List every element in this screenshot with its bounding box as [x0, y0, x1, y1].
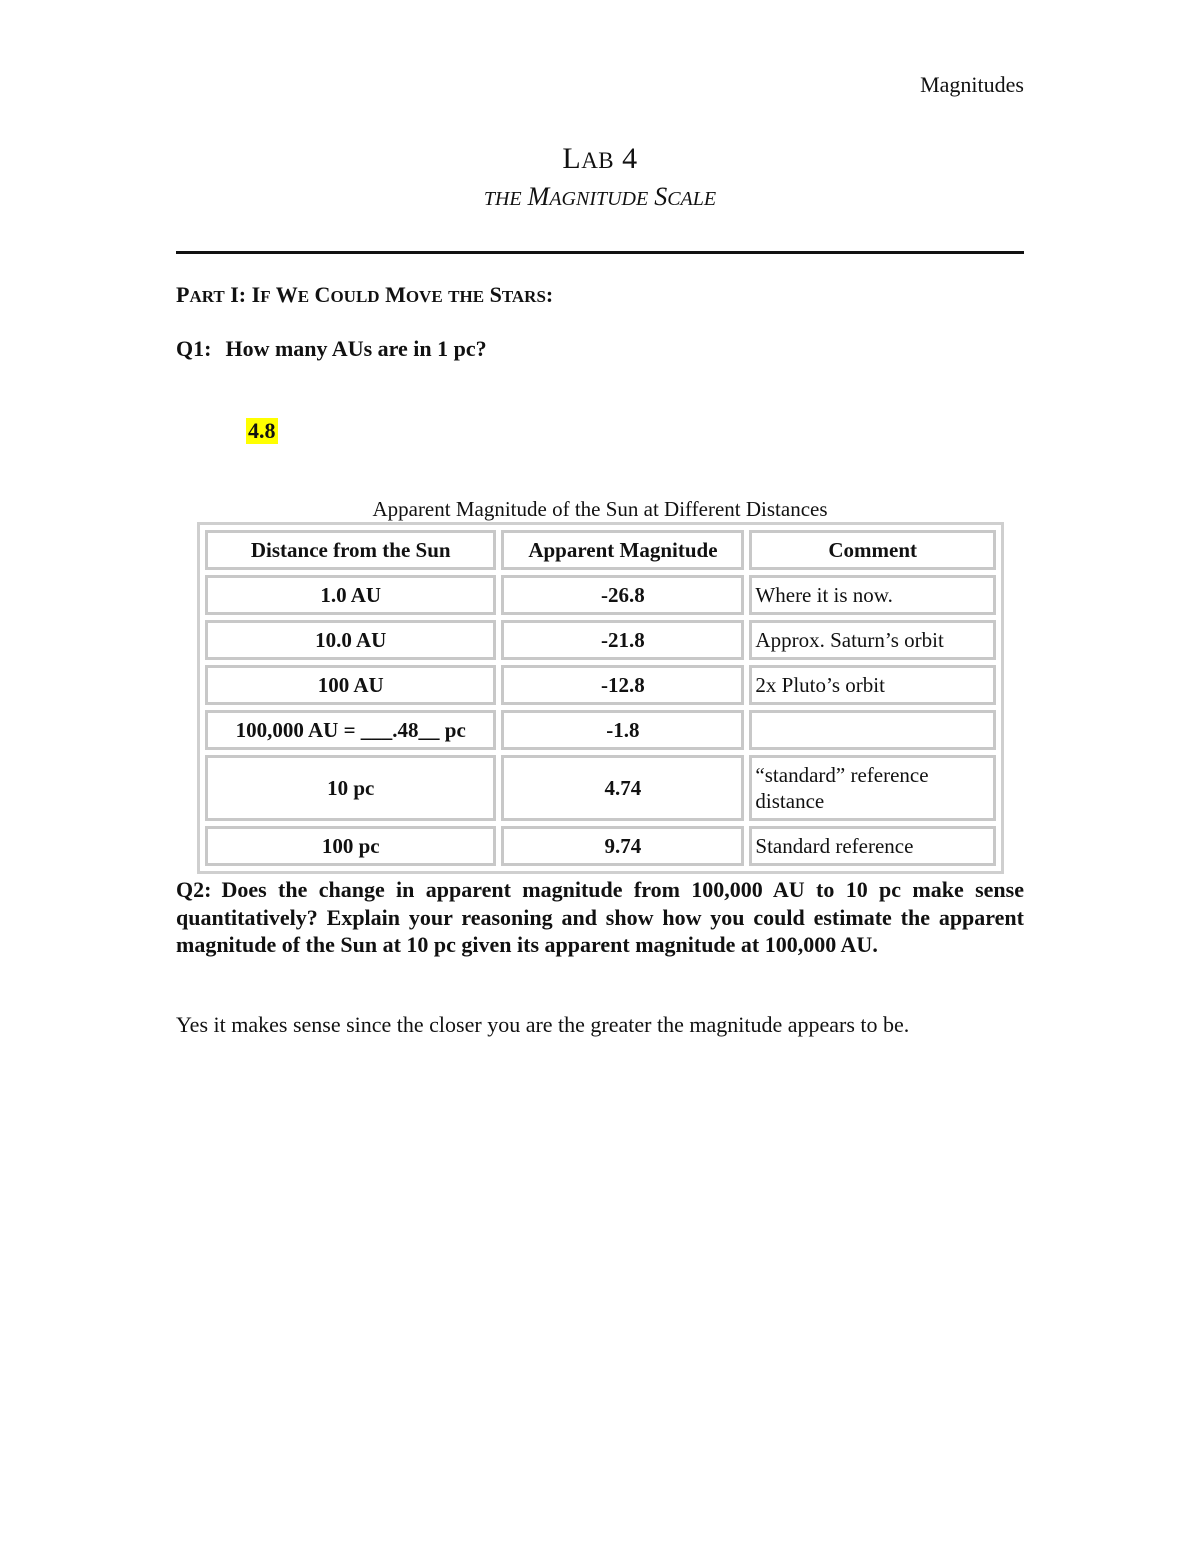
lab-title: [0, 142, 1200, 176]
lab-subtitle: [0, 182, 1200, 212]
question-1-text: How many AUs are in 1 pc?: [225, 336, 487, 361]
question-1-label: Q1:: [176, 336, 212, 361]
cell-comment: [749, 710, 996, 750]
cell-distance: 10.0 AU: [205, 620, 496, 660]
cell-distance: 10 pc: [205, 755, 496, 821]
move-ove: OVE: [405, 287, 443, 306]
table-row: [205, 710, 996, 750]
subtitle-cale: CALE: [667, 188, 717, 210]
cell-comment: Standard reference: [749, 826, 996, 866]
part-i: I:: [230, 282, 247, 307]
table-row: [205, 665, 996, 705]
table-header-row: [205, 530, 996, 570]
move-m: M: [385, 282, 406, 307]
question-2-text: Does the change in apparent magnitude from 100,000 AU to 10 pc make sense quantitatively? Explain your reasoning and show how you could estimate the apparent magnitude of the Sun at 10 pc given its apparent magnitude at 100,000 AU.: [176, 877, 1024, 957]
header-distance: Distance from the Sun: [205, 530, 496, 570]
question-1: [176, 336, 487, 362]
part-p: P: [176, 282, 190, 307]
cell-comment: Approx. Saturn’s orbit: [749, 620, 996, 660]
question-2: [176, 876, 1024, 959]
question-1-answer: 4.8: [248, 418, 276, 443]
cell-magnitude: 9.74: [501, 826, 744, 866]
could-ould: OULD: [330, 287, 380, 306]
we-e: E: [297, 287, 310, 306]
cell-comment: Where it is now.: [749, 575, 996, 615]
table-row: [205, 826, 996, 866]
question-2-answer: Yes it makes sense since the closer you are the greater the magnitude appears to be.: [176, 1012, 910, 1037]
table-caption: Apparent Magnitude of the Sun at Different Distances: [372, 497, 828, 521]
if-i: I: [251, 282, 261, 307]
running-header: Magnitudes: [920, 72, 1024, 97]
lab-number: 4: [622, 142, 638, 175]
part-heading: [176, 282, 553, 308]
lab-title-rest: AB: [581, 148, 615, 173]
table-row: [205, 620, 996, 660]
cell-magnitude: -21.8: [501, 620, 744, 660]
lab-title-initial: L: [562, 142, 582, 175]
question-2-label: Q2:: [176, 877, 212, 902]
part-colon: :: [545, 282, 554, 307]
could-c: C: [314, 282, 331, 307]
cell-magnitude: -12.8: [501, 665, 744, 705]
subtitle-s: S: [654, 182, 668, 211]
we-w: W: [275, 282, 298, 307]
subtitle-agnitude: AGNITUDE: [549, 188, 649, 210]
table-row: [205, 755, 996, 821]
cell-comment: 2x Pluto’s orbit: [749, 665, 996, 705]
title-divider: [176, 251, 1024, 254]
stars-s: S: [489, 282, 502, 307]
cell-distance: 100 pc: [205, 826, 496, 866]
cell-magnitude: -26.8: [501, 575, 744, 615]
cell-distance: 100 AU: [205, 665, 496, 705]
part-art: ART: [189, 287, 225, 306]
stars-tars: TARS: [501, 287, 546, 306]
subtitle-m: M: [527, 182, 550, 211]
magnitude-table: [197, 522, 1004, 874]
header-magnitude: Apparent Magnitude: [501, 530, 744, 570]
subtitle-the: THE: [483, 188, 522, 210]
if-f: F: [260, 287, 271, 306]
cell-comment: “standard” reference distance: [749, 755, 996, 821]
cell-distance: 1.0 AU: [205, 575, 496, 615]
cell-magnitude: -1.8: [501, 710, 744, 750]
the-word: THE: [448, 287, 485, 306]
cell-distance: 100,000 AU = ___.48__ pc: [205, 710, 496, 750]
table-row: [205, 575, 996, 615]
header-comment: Comment: [749, 530, 996, 570]
cell-magnitude: 4.74: [501, 755, 744, 821]
